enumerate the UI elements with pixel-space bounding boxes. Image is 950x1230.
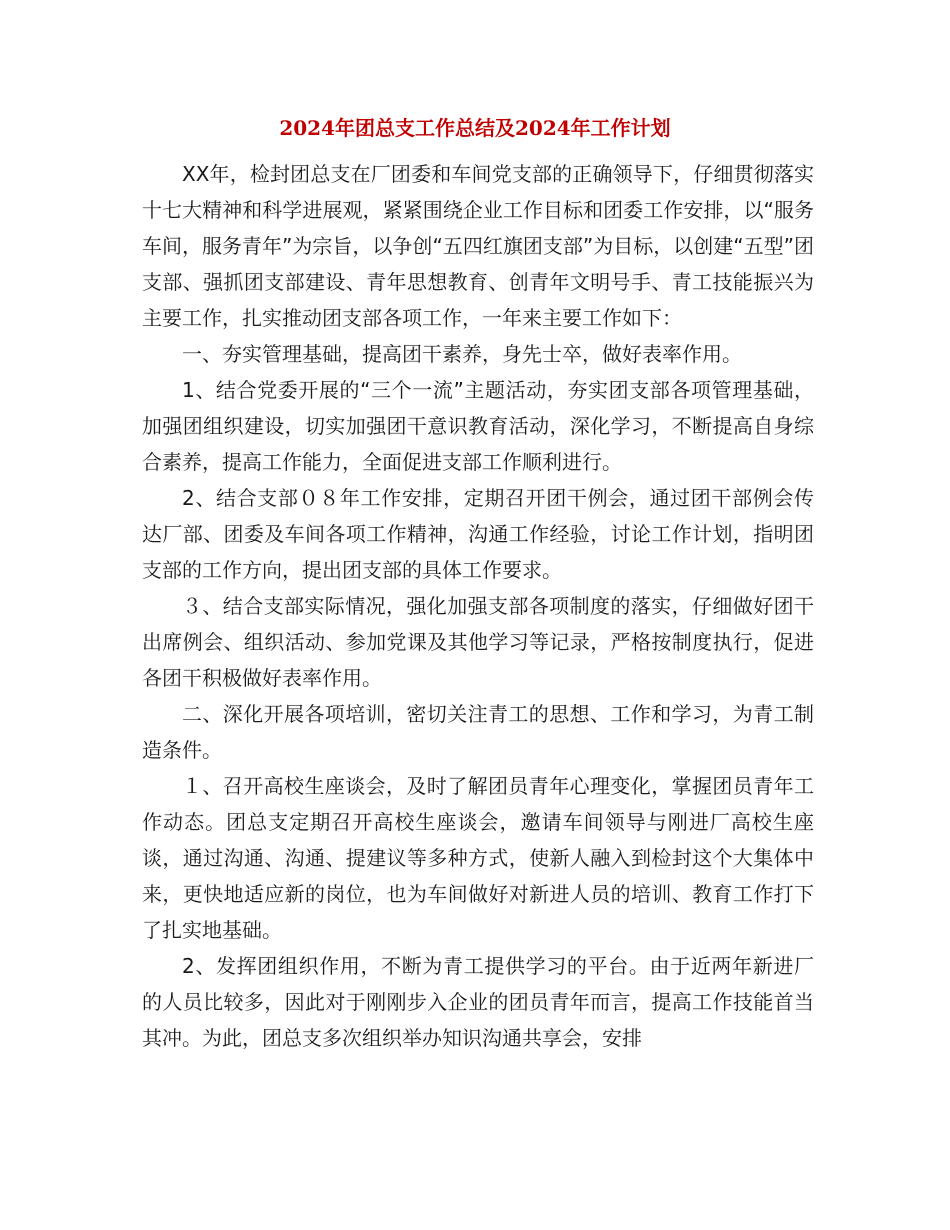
document-title: 2024年团总支工作总结及2024年工作计划 — [279, 116, 671, 140]
paragraph-item-2-1: １、召开高校生座谈会，及时了解团员青年心理变化，掌握团员青年工作动态。团总支定期召开高校生座谈会，邀请车间领导与刚进厂高校生座谈，通过沟通、沟通、提建议等多种方式，使新人融入到检封这个大集体中来，更快地适应新的岗位，也为车间做好对新进人员的培训、教育工作打下了扎实地基础。 — [142, 774, 814, 942]
document-body — [142, 156, 814, 1056]
paragraph-section-1-heading: 一、夯实管理基础，提高团干素养，身先士卒，做好表率作用。 — [182, 342, 742, 366]
paragraph-item-2-2: 2、发挥团组织作用，不断为青工提供学习的平台。由于近两年新进厂的人员比较多，因此对于刚刚步入企业的团员青年而言，提高工作技能首当其冲。为此，团总支多次组织举办知识沟通共享会，安排 — [142, 954, 814, 1050]
paragraph-item-1-2: 2、结合支部０８年工作安排，定期召开团干例会，通过团干部例会传达厂部、团委及车间各项工作精神，沟通工作经验，讨论工作计划，指明团支部的工作方向，提出团支部的具体工作要求。 — [142, 486, 814, 582]
paragraph-item-1-3: ３、结合支部实际情况，强化加强支部各项制度的落实，仔细做好团干出席例会、组织活动、参加党课及其他学习等记录，严格按制度执行，促进各团干积极做好表率作用。 — [142, 594, 814, 690]
paragraph-intro: XX年，检封团总支在厂团委和车间党支部的正确领导下，仔细贯彻落实十七大精神和科学进展观，紧紧围绕企业工作目标和团委工作安排，以“服务车间，服务青年”为宗旨，以争创“五四红旗团支部”为目标，以创建“五型”团支部、强抓团支部建设、青年思想教育、创青年文明号手、青工技能振兴为主要工作，扎实推动团支部各项工作，一年来主要工作如下： — [142, 162, 814, 330]
paragraph-item-1-1: 1、结合党委开展的“三个一流”主题活动，夯实团支部各项管理基础，加强团组织建设，切实加强团干意识教育活动，深化学习，不断提高自身综合素养，提高工作能力，全面促进支部工作顺利进行。 — [142, 378, 814, 474]
paragraph-section-2-heading: 二、深化开展各项培训，密切关注青工的思想、工作和学习，为青工制造条件。 — [142, 702, 814, 762]
